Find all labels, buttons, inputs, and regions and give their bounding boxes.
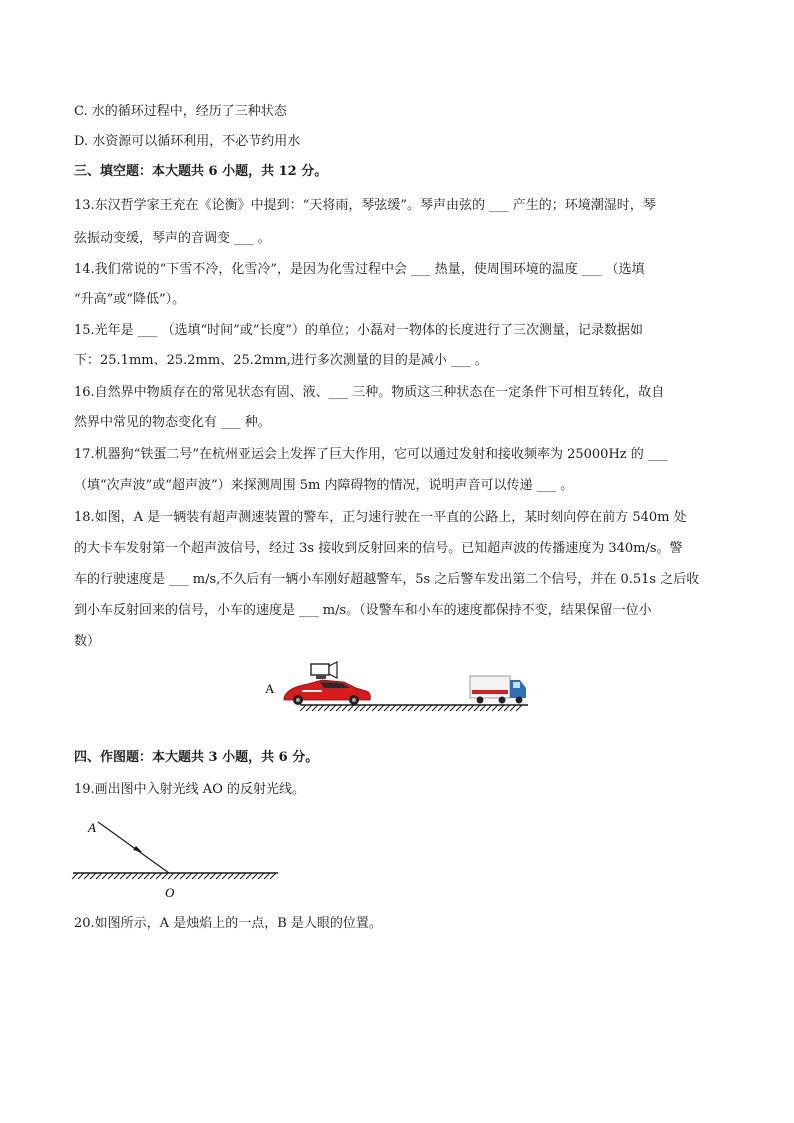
figure-car-and-truck xyxy=(262,658,534,720)
section-heading-drawing: 四、作图题：本大题共 3 小题，共 6 分。 xyxy=(74,750,319,765)
hatch-mark xyxy=(468,705,474,711)
question-17-line-1: 17.机器狗“铁蛋二号”在杭州亚运会上发挥了巨大作用，它可以通过发射和接收频率为 25000Hz 的 ___ xyxy=(74,447,668,462)
hatch-mark xyxy=(264,873,270,879)
hatch-mark xyxy=(366,705,372,711)
hatch-mark xyxy=(486,705,492,711)
hatch-mark xyxy=(114,873,120,879)
hatch-mark xyxy=(426,705,432,711)
road-hatching xyxy=(300,705,522,711)
hatch-mark xyxy=(270,873,276,879)
hatch-mark xyxy=(372,705,378,711)
question-13-line-1: 13.东汉哲学家王充在《论衡》中提到：“天将雨，琴弦缓”。琴声由弦的 ___ 产生的；环境潮湿时，琴 xyxy=(74,198,656,213)
hatch-mark xyxy=(132,873,138,879)
hatch-mark xyxy=(174,873,180,879)
hatch-mark xyxy=(168,873,174,879)
police-car-icon xyxy=(284,662,370,705)
hatch-mark xyxy=(456,705,462,711)
hatch-mark xyxy=(306,705,312,711)
hatch-mark xyxy=(246,873,252,879)
hatch-mark xyxy=(108,873,114,879)
hatch-mark xyxy=(462,705,468,711)
hatch-mark xyxy=(516,705,522,711)
question-14-line-1: 14.我们常说的“下雪不冷，化雪冷”，是因为化雪过程中会 ___ 热量，使周围环境的温度 ___ （选填 xyxy=(74,262,645,277)
incident-ray xyxy=(98,822,169,873)
hatch-mark xyxy=(408,705,414,711)
question-14-line-2: “升高”或“降低”）。 xyxy=(74,292,186,307)
hatch-mark xyxy=(432,705,438,711)
hatch-mark xyxy=(204,873,210,879)
question-18-line-1: 18.如图，A 是一辆装有超声测速装置的警车，正匀速行驶在一平直的公路上，某时刻向停在前方 540m 处 xyxy=(74,510,687,525)
question-15-line-1: 15.光年是 ___ （选填“时间”或“长度”）的单位；小磊对一物体的长度进行了三次测量，记录数据如 xyxy=(74,323,644,338)
hatch-mark xyxy=(234,873,240,879)
hatch-mark xyxy=(438,705,444,711)
hatch-mark xyxy=(102,873,108,879)
mirror-hatching xyxy=(72,873,276,879)
hatch-mark xyxy=(402,705,408,711)
hatch-mark xyxy=(162,873,168,879)
option-d: D. 水资源可以循环利用，不必节约用水 xyxy=(74,134,301,149)
question-13-line-2: 弦振动变缓，琴声的音调变 ___ 。 xyxy=(74,231,271,246)
hatch-mark xyxy=(210,873,216,879)
hatch-mark xyxy=(444,705,450,711)
hatch-mark xyxy=(396,705,402,711)
hatch-mark xyxy=(120,873,126,879)
hatch-mark xyxy=(360,705,366,711)
hatch-mark xyxy=(90,873,96,879)
hatch-mark xyxy=(324,705,330,711)
hatch-mark xyxy=(198,873,204,879)
question-18-line-2: 的大卡车发射第一个超声波信号，经过 3s 接收到反射回来的信号。已知超声波的传播速度为 340m/s。警 xyxy=(74,541,683,556)
question-15-line-2: 下：25.1mm、25.2mm、25.2mm,进行多次测量的目的是减小 ___ 。 xyxy=(74,353,488,368)
question-18-line-4: 到小车反射回来的信号，小车的速度是 ___ m/s。（设警车和小车的速度都保持不变，结果保留一位小 xyxy=(74,603,652,618)
hatch-mark xyxy=(390,705,396,711)
truck-icon xyxy=(470,676,526,704)
hatch-mark xyxy=(450,705,456,711)
hatch-mark xyxy=(144,873,150,879)
section-heading-fill-in: 三、填空题：本大题共 6 小题，共 12 分。 xyxy=(74,164,328,179)
incidence-point-label-o: O xyxy=(165,885,175,900)
question-16-line-2: 然界中常见的物态变化有 ___ 种。 xyxy=(74,415,271,430)
hatch-mark xyxy=(222,873,228,879)
hatch-mark xyxy=(414,705,420,711)
question-20-text: 20.如图所示，A 是烛焰上的一点，B 是人眼的位置。 xyxy=(74,916,382,931)
hatch-mark xyxy=(96,873,102,879)
hatch-mark xyxy=(258,873,264,879)
hatch-mark xyxy=(192,873,198,879)
reflection-drawing xyxy=(68,808,284,902)
car-truck-drawing xyxy=(262,658,534,720)
hatch-mark xyxy=(348,705,354,711)
hatch-mark xyxy=(300,705,306,711)
hatch-mark xyxy=(318,705,324,711)
question-18-line-3: 车的行驶速度是 ___ m/s,不久后有一辆小车刚好超越警车，5s 之后警车发出第二个信号，并在 0.51s 之后收 xyxy=(74,572,700,587)
hatch-mark xyxy=(72,873,78,879)
question-18-line-5: 数） xyxy=(74,634,101,649)
hatch-mark xyxy=(240,873,246,879)
hatch-mark xyxy=(138,873,144,879)
hatch-mark xyxy=(330,705,336,711)
hatch-mark xyxy=(84,873,90,879)
option-c: C. 水的循环过程中，经历了三种状态 xyxy=(74,104,287,119)
hatch-mark xyxy=(480,705,486,711)
question-19-text: 19.画出图中入射光线 AO 的反射光线。 xyxy=(74,782,305,797)
ray-start-label-a: A xyxy=(88,820,96,835)
hatch-mark xyxy=(420,705,426,711)
hatch-mark xyxy=(228,873,234,879)
question-17-line-2: （填“次声波”或“超声波”）来探测周围 5m 内障碍物的情况，说明声音可以传递 ___ 。 xyxy=(74,478,574,493)
hatch-mark xyxy=(354,705,360,711)
hatch-mark xyxy=(474,705,480,711)
hatch-mark xyxy=(510,705,516,711)
hatch-mark xyxy=(126,873,132,879)
hatch-mark xyxy=(384,705,390,711)
hatch-mark xyxy=(498,705,504,711)
hatch-mark xyxy=(156,873,162,879)
hatch-mark xyxy=(150,873,156,879)
hatch-mark xyxy=(342,705,348,711)
police-car-label-a: A xyxy=(265,681,275,696)
hatch-mark xyxy=(252,873,258,879)
question-16-line-1: 16.自然界中物质存在的常见状态有固、液、___ 三种。物质这三种状态在一定条件下可相互转化，故自 xyxy=(74,385,665,400)
hatch-mark xyxy=(180,873,186,879)
hatch-mark xyxy=(186,873,192,879)
hatch-mark xyxy=(378,705,384,711)
hatch-mark xyxy=(216,873,222,879)
hatch-mark xyxy=(504,705,510,711)
hatch-mark xyxy=(492,705,498,711)
hatch-mark xyxy=(78,873,84,879)
hatch-mark xyxy=(312,705,318,711)
hatch-mark xyxy=(336,705,342,711)
figure-reflection xyxy=(68,808,284,902)
